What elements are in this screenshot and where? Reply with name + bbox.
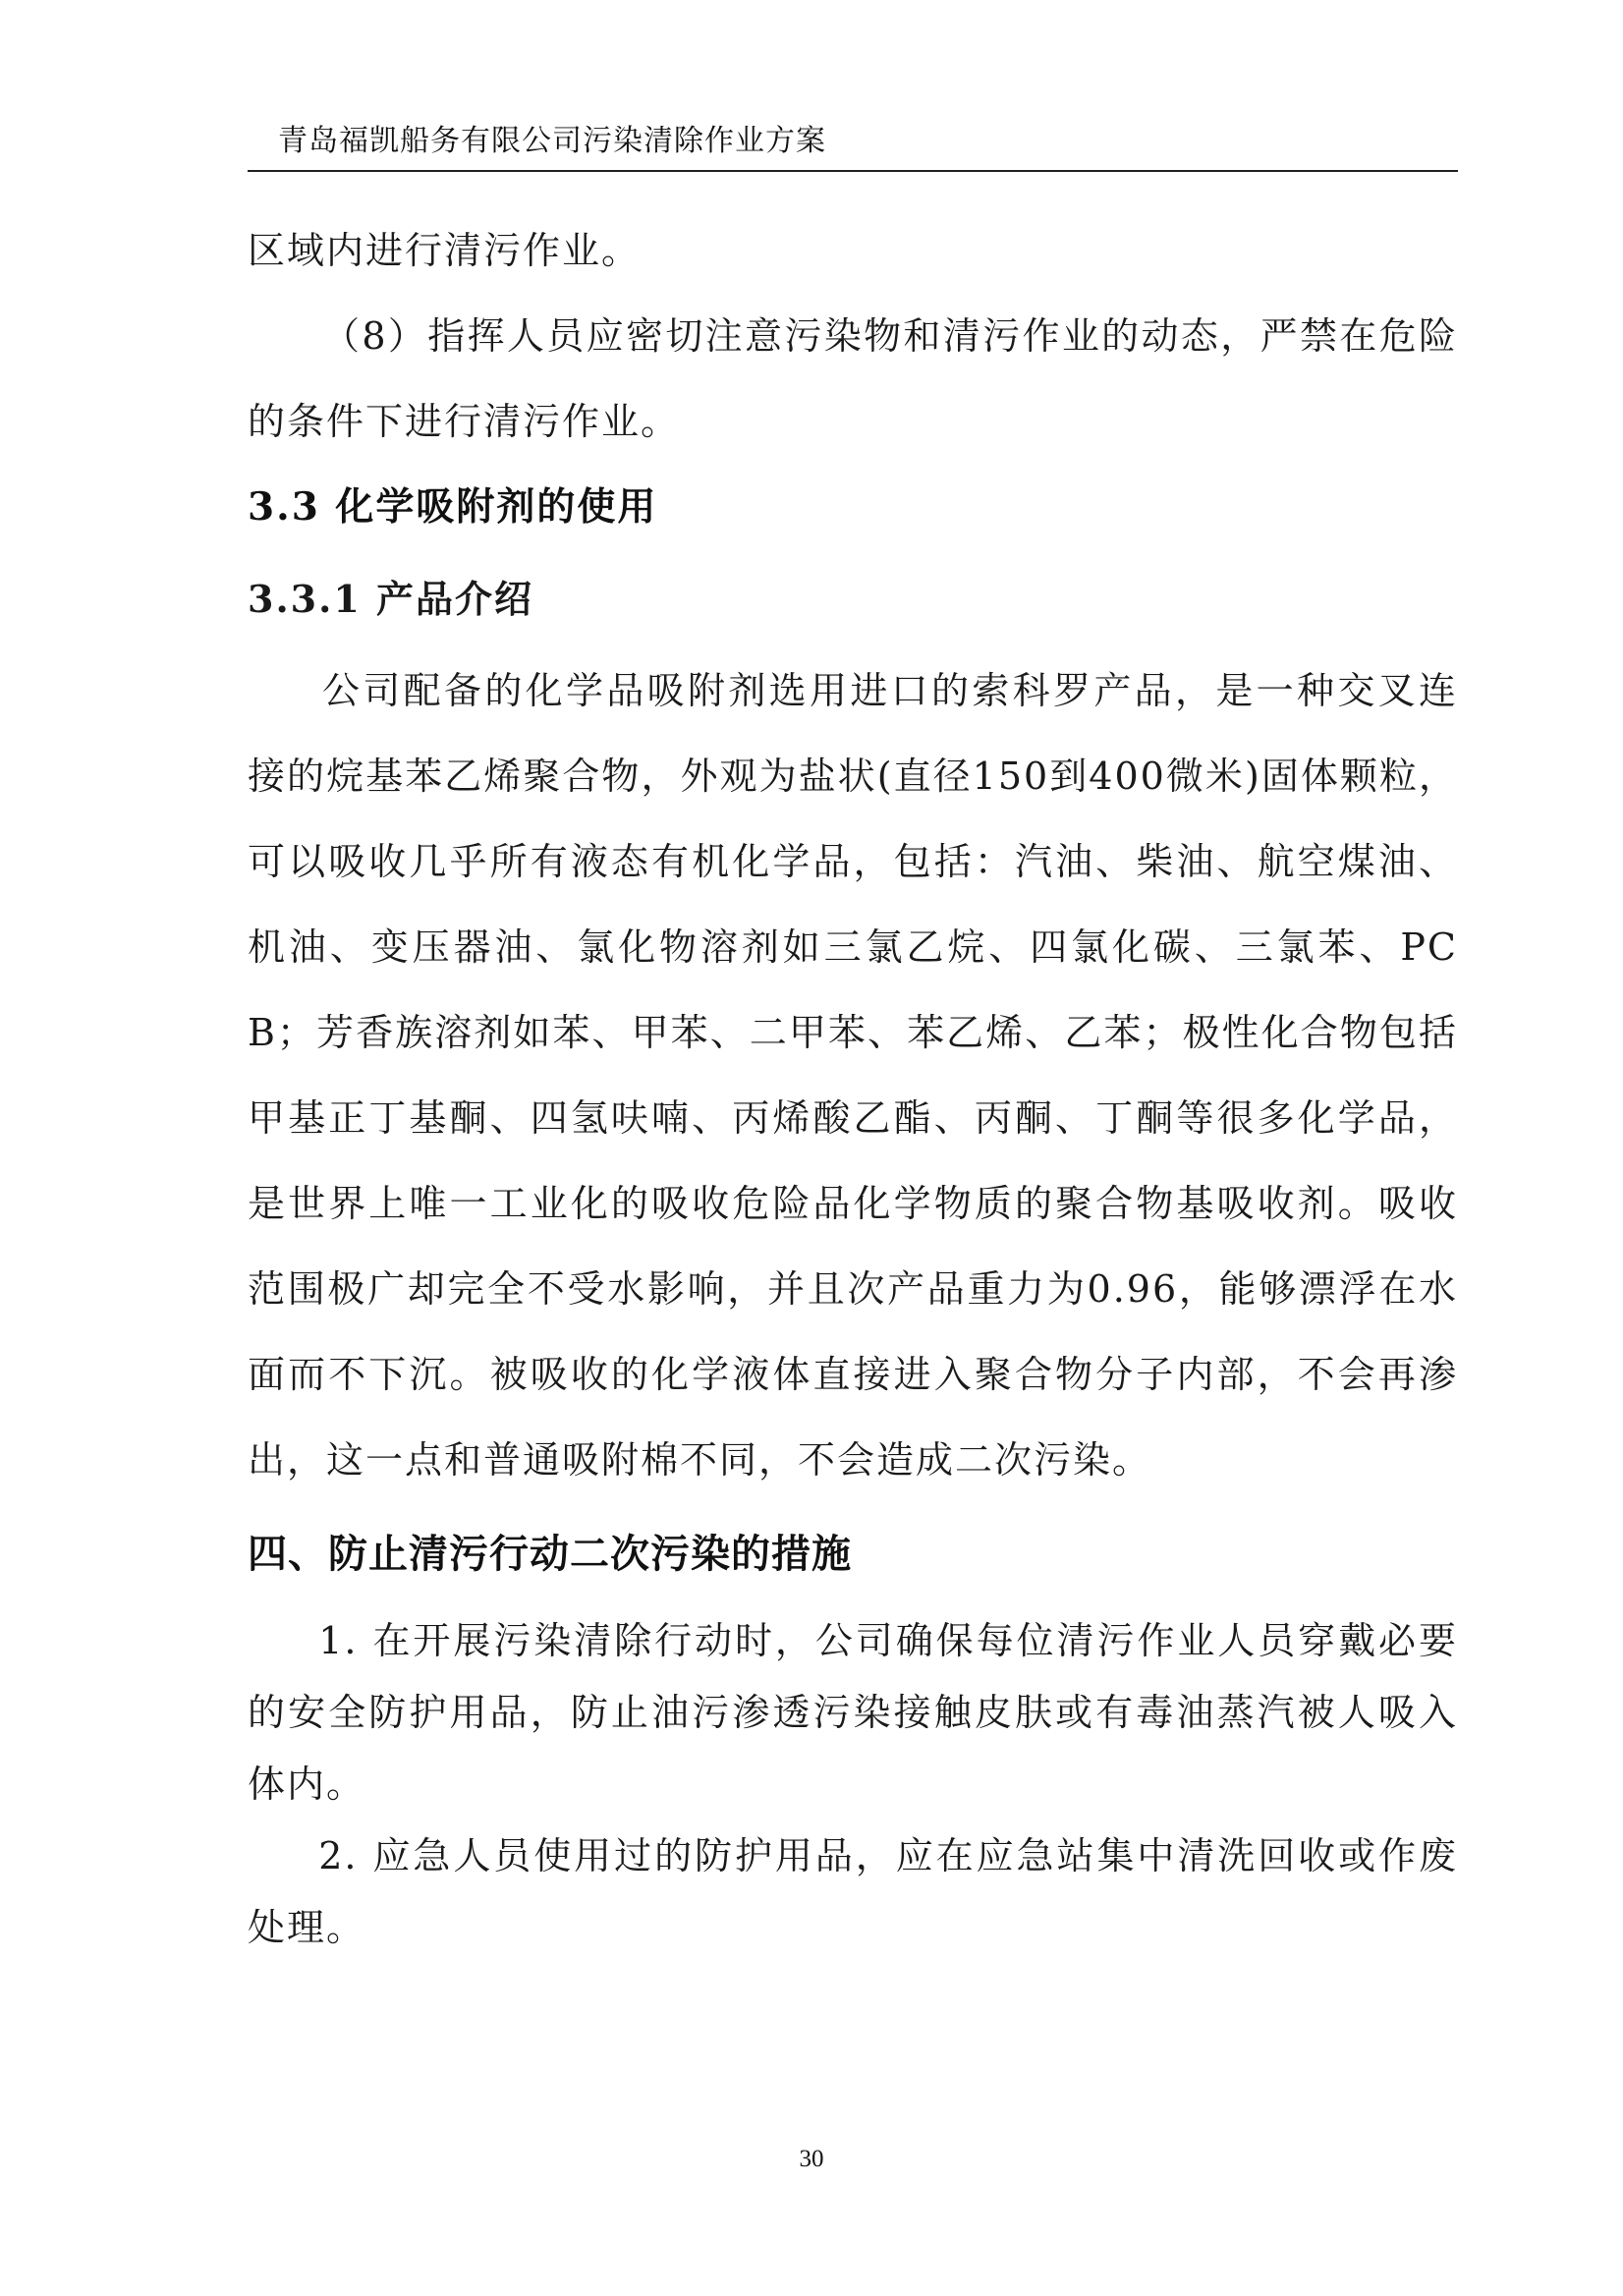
- chapter-heading-4: 四、防止清污行动二次污染的措施: [248, 1532, 852, 1577]
- measure-item-2: 2. 应急人员使用过的防护用品，应在应急站集中清洗回收或作废处理。: [248, 1834, 1458, 1949]
- section-heading-3-3: 3.3 化学吸附剂的使用: [248, 484, 658, 530]
- page-number: 30: [799, 2146, 824, 2172]
- paragraph-continuation: 区域内进行清污作业。: [248, 229, 642, 272]
- paragraph-item-8: （8）指挥人员应密切注意污染物和清污作业的动态，严禁在危险的条件下进行清污作业。: [248, 314, 1458, 443]
- page-body: [248, 208, 1458, 1964]
- measure-item-1: 1. 在开展污染清除行动时，公司确保每位清污作业人员穿戴必要的安全防护用品，防止油污渗透污染接触皮肤或有毒油蒸汽被人吸入体内。: [248, 1619, 1458, 1806]
- measures-list: [248, 1605, 1458, 1964]
- paragraph-product-intro: 公司配备的化学品吸附剂选用进口的索科罗产品，是一种交叉连接的烷基苯乙烯聚合物，外观为盐状(直径150到400微米)固体颗粒，可以吸收几乎所有液态有机化学品，包括：汽油、柴油、航空煤油、机油、变压器油、氯化物溶剂如三氯乙烷、四氯化碳、三氯苯、PCB；芳香族溶剂如苯、甲苯、二甲苯、苯乙烯、乙苯；极性化合物包括甲基正丁基酮、四氢呋喃、丙烯酸乙酯、丙酮、丁酮等很多化学品，是世界上唯一工业化的吸收危险品化学物质的聚合物基吸收剂。吸收范围极广却完全不受水影响，并且次产品重力为0.96，能够漂浮在水面而不下沉。被吸收的化学液体直接进入聚合物分子内部，不会再渗出，这一点和普通吸附棉不同，不会造成二次污染。: [248, 669, 1458, 1482]
- running-header: 青岛福凯船务有限公司污染清除作业方案: [278, 124, 826, 158]
- subsection-heading-3-3-1: 3.3.1 产品介绍: [248, 577, 534, 621]
- header-divider: [248, 170, 1458, 172]
